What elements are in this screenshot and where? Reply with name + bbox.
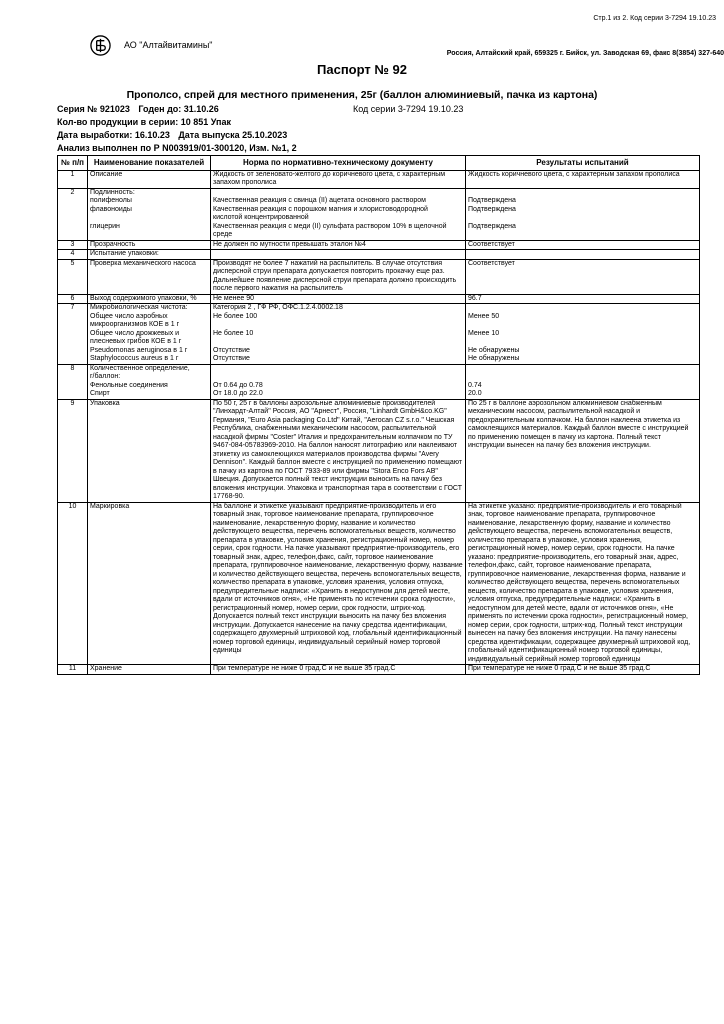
- row-name: [88, 304, 211, 365]
- row-name-line: Staphylococcus aureus в 1 г: [90, 355, 179, 362]
- row-result-line: По 25 г в баллоне аэрозольном алюминиевом снабженным механическим насосом, распылительной насадкой и предохранительным колпачком. На баллон наклеена этикетка из самоклеящихся материалов. Каждый баллон вместе с инструкцией по применению помещен в пачку из картона. Полный текст инструкции вынесен на пачку без вложения инструкции.: [468, 399, 689, 449]
- col-header-name: Наименование показателей: [88, 156, 211, 171]
- row-name: [88, 188, 211, 240]
- protocol-line: Анализ выполнен по Р N003919/01-300120, Изм. №1, 2: [57, 143, 297, 153]
- row-result: [466, 665, 700, 675]
- table-row: [58, 665, 700, 675]
- row-norm: [211, 240, 466, 250]
- row-result: [466, 188, 700, 240]
- row-norm-line: От 18.0 до 22.0: [213, 390, 263, 397]
- row-result-line: Не обнаружены: [468, 346, 520, 354]
- table-row: [58, 399, 700, 502]
- row-result-line: На этикетке указано: предприятие-производитель и его товарный знак, торговое наименование препарата, группировочное наименование, лекарственную форму, название и количество действующего вещества, перечень вспомогательных веществ, количество препарата в упаковке, условия хранения, регистрационный номер, номер серии, срок годности. На пачке указано: предприятие-производитель, его товарный знак, адрес, телефон,факс, сайт, торговое наименование препарата, группировочное наименование, лекарственная форма, название и количество действующего вещества, перечень вспомогательных веществ, количество препарата в упаковке, условия хранения, условия отпуска, предупредительные надписи: «Хранить в недоступном для детей месте, вдали от источников огня», «Не применять по истечении срока годности», регистрационный номер, номер серии, срок годности, штрих-код. Полный текст инструкции вынесен на пачку без вложения инструкции. На пачку нанесены средства идентификации, содержащее двухмерный штриховой код, глобальный идентификационный номер торговой единицы, индивидуальный серийный номер торговой единицы: [468, 502, 691, 663]
- row-result-line: [468, 189, 697, 198]
- company-name: АО "Алтайвитамины": [124, 40, 213, 50]
- row-name-line: плесневых грибов КОЕ в 1 г: [90, 338, 182, 345]
- row-result: [466, 259, 700, 294]
- row-norm-line: Не более 100: [213, 312, 258, 320]
- page-header: Стр.1 из 2. Код серии 3-7294 19.10.23: [593, 15, 716, 22]
- table-row: [58, 188, 700, 240]
- row-name: [88, 250, 211, 260]
- table-row: [58, 502, 700, 665]
- table-row: [58, 294, 700, 304]
- row-name: [88, 399, 211, 502]
- row-norm-line: [213, 373, 463, 382]
- row-name: [88, 170, 211, 188]
- row-norm: [211, 294, 466, 304]
- row-norm-line: При температуре не ниже 0 град.С и не выше 35 град.С: [213, 665, 396, 672]
- row-name: [88, 502, 211, 665]
- row-result-line: 0.74: [468, 381, 482, 389]
- series-code: Код серии 3-7294 19.10.23: [353, 104, 464, 114]
- table-row: [58, 364, 700, 399]
- passport-title: Паспорт № 92: [317, 62, 407, 77]
- row-result: [466, 250, 700, 260]
- row-name-line: Описание: [90, 170, 123, 178]
- row-result-line: Соответствует: [468, 259, 515, 267]
- col-header-norm: Норма по нормативно-техническому документу: [211, 156, 466, 171]
- row-name-line: Pseudomonas aeruginosa в 1 г: [90, 346, 188, 354]
- table-row: [58, 250, 700, 260]
- row-result-line: [468, 250, 697, 259]
- row-name-line: Упаковка: [90, 399, 120, 407]
- row-name-line: Микробиологическая чистота:: [90, 304, 188, 311]
- row-result: [466, 240, 700, 250]
- table-row: [58, 170, 700, 188]
- row-norm-line: Качественная реакция с свинца (II) ацетата основного раствором: [213, 197, 426, 204]
- series-number: Серия № 921023: [57, 104, 130, 114]
- row-name-line: Маркировка: [90, 502, 130, 510]
- row-result-line: Менее 10: [468, 329, 500, 337]
- row-norm-line: [213, 365, 463, 374]
- row-norm-line: Производят не более 7 нажатий на распылитель. В случае отсутствия дисперсной струи препарата допускается повторить прокачку еще раз. Дальнейшее появление дисперсной струи препарата должно происходить после первого нажатия на распылитель: [213, 259, 457, 292]
- row-name: [88, 294, 211, 304]
- row-name-line: микроорганизмов КОЕ в 1 г: [90, 321, 180, 328]
- row-name-line: флавоноиды: [90, 205, 132, 213]
- row-number: 5: [58, 259, 88, 294]
- row-name-line: Подлинность:: [90, 188, 135, 196]
- row-norm-line: [213, 338, 463, 347]
- row-norm-line: [213, 321, 463, 330]
- row-norm: [211, 665, 466, 675]
- release-date: Дата выпуска 25.10.2023: [178, 130, 288, 140]
- row-name-line: Количественное определение,: [90, 364, 190, 372]
- row-result-line: [468, 338, 697, 347]
- table-row: [58, 259, 700, 294]
- row-name: [88, 364, 211, 399]
- row-result-line: Менее 50: [468, 312, 500, 320]
- row-result: [466, 502, 700, 665]
- row-result-line: Подтверждена: [468, 205, 516, 213]
- row-number: 7: [58, 304, 88, 365]
- dates-line: [57, 130, 293, 140]
- row-result: [466, 364, 700, 399]
- col-header-number: № п/п: [58, 156, 88, 171]
- row-norm-line: От 0.64 до 0.78: [213, 381, 263, 389]
- row-result-line: 96.7: [468, 294, 482, 302]
- row-name-line: Хранение: [90, 665, 122, 672]
- row-name-line: Проверка механического насоса: [90, 259, 196, 267]
- row-result-line: Подтверждена: [468, 197, 516, 204]
- row-norm-line: На баллоне и этикетке указывают предприятие-производитель и его товарный знак, торговое наименование препарата, группировочное наименование, лекарственную форму, название и количество действующего вещества, перечень вспомогательных веществ, количество препарата в упаковке, условия хранения, регистрационный номер, номер серии, срок годности. На пачке указывают предприятие-производитель, его товарный знак, адрес, телефон,факс, сайт, торговое наименование препарата, группировочное наименование, лекарственную форму, название и количество действующего вещества, перечень вспомогательных веществ, количество препарата в упаковке, условия хранения, условия отпуска, предупредительные надписи: «Хранить в недоступном для детей месте, вдали от источников огня», «Не применять по истечении срока годности», регистрационный номер, номер серии, срок годности, штрих-код. Допускается полный текст инструкции выносить на пачку без вложения инструкции. Допускается нанесение на пачку средства идентификации, содержащего двухмерный штриховой код, глобальный идентификационный номер торговой единицы, индивидуальный серийный номер торговой единицы: [213, 502, 463, 654]
- row-result-line: При температуре не ниже 0 град.С и не выше 35 град.С: [468, 665, 651, 672]
- row-norm-line: Не более 10: [213, 329, 254, 337]
- row-norm-line: среде: [213, 231, 233, 238]
- row-name: [88, 259, 211, 294]
- row-norm: [211, 399, 466, 502]
- row-norm-line: Отсутствие: [213, 346, 250, 354]
- row-norm-line: По 50 г, 25 г в баллоны аэрозольные алюминиевые производителей "Линхардт-Алтай" Россия, АО "Арнест", Россия, "Linhardt GmbH&co.KG" Германия, "Euro Asia packaging Co.Ltd" Китай, "Aerocan CZ s.r.o." Чешская Республика, снабженными механическим насосом, распылительной насадкой фирмы "Coster" Италия и предохранительным колпачком по ТУ 9467-084-05783969-2010. На баллон наносят литографию или наклеивают этикетку из самоклеющихся материалов производства фирмы "Avery Dennison". Каждый баллон вместе с инструкцией по применению помещают в пачку из картона по ГОСТ 7933-89 или фирмы "Stora Enco Fors AB" Швеция. Допускается полный текст инструкции выносить на пачку без вложения инструкции. Упаковка и транспортная тара в соответствии с ГОСТ 17768-90.: [213, 399, 463, 500]
- row-name-line: Общее число дрожжевых и: [90, 329, 180, 337]
- row-result: [466, 399, 700, 502]
- row-result-line: 20.0: [468, 390, 482, 397]
- row-name: [88, 240, 211, 250]
- table-header-row: [58, 156, 700, 171]
- col-header-result: Результаты испытаний: [466, 156, 700, 171]
- company-address: Россия, Алтайский край, 659325 г. Бийск, ул. Заводская 69, факс 8(3854) 327-640: [446, 50, 724, 57]
- row-number: 4: [58, 250, 88, 260]
- expiry-date: Годен до: 31.10.26: [138, 104, 219, 114]
- row-name-line: глицерин: [90, 222, 120, 230]
- row-norm-line: кислотой концентрированной: [213, 214, 309, 221]
- row-number: 3: [58, 240, 88, 250]
- row-result-line: Подтверждена: [468, 222, 516, 230]
- row-norm-line: Качественная реакция с меди (II) сульфата раствором 10% в щелочной: [213, 222, 447, 230]
- row-norm: [211, 304, 466, 365]
- product-title: Прополсо, спрей для местного применения, 25г (баллон алюминиевый, пачка из картона): [126, 89, 598, 101]
- row-result-line: [468, 365, 697, 374]
- company-logo-icon: [90, 35, 111, 56]
- row-norm-line: Не должен по мутности превышать эталон №4: [213, 240, 366, 248]
- quantity-line: Кол-во продукции в серии: 10 851 Упак: [57, 117, 231, 127]
- row-name-line: Прозрачность: [90, 240, 136, 248]
- row-norm: [211, 502, 466, 665]
- row-norm: [211, 188, 466, 240]
- row-result-line: [468, 214, 697, 223]
- row-number: 10: [58, 502, 88, 665]
- table-row: [58, 240, 700, 250]
- row-name-line: полифенолы: [90, 197, 132, 204]
- row-result-line: Жидкость коричневого цвета, с характерным запахом прополиса: [468, 170, 680, 178]
- row-result-line: Соответствует: [468, 240, 515, 248]
- row-result-line: [468, 321, 697, 330]
- passport-table: [57, 155, 700, 675]
- row-result-line: Не обнаружены: [468, 355, 520, 362]
- row-name-line: Спирт: [90, 390, 110, 397]
- row-number: 11: [58, 665, 88, 675]
- row-result: [466, 294, 700, 304]
- row-number: 6: [58, 294, 88, 304]
- row-norm-line: [213, 189, 463, 198]
- row-name-line: [90, 214, 208, 223]
- row-result: [466, 304, 700, 365]
- row-name-line: г/баллон:: [90, 373, 121, 380]
- row-norm-line: [213, 250, 463, 259]
- row-name-line: Фенольные соединения: [90, 381, 168, 389]
- series-line: [57, 104, 225, 114]
- row-result-line: [468, 231, 697, 240]
- table-row: [58, 304, 700, 365]
- row-name: [88, 665, 211, 675]
- row-number: 2: [58, 188, 88, 240]
- row-norm: [211, 250, 466, 260]
- row-norm-line: Не менее 90: [213, 294, 254, 302]
- row-result: [466, 170, 700, 188]
- row-norm-line: Категория 2 , ГФ РФ, ОФС.1.2.4.0002.18: [213, 304, 343, 311]
- row-number: 8: [58, 364, 88, 399]
- row-result-line: [468, 373, 697, 382]
- row-name-line: Общее число аэробных: [90, 312, 168, 320]
- row-norm: [211, 364, 466, 399]
- row-number: 1: [58, 170, 88, 188]
- row-norm-line: Жидкость от зеленовато-желтого до коричневого цвета, с характерным запахом прополиса: [213, 170, 446, 186]
- row-result-line: [468, 304, 697, 313]
- row-norm: [211, 170, 466, 188]
- production-date: Дата выработки: 16.10.23: [57, 130, 170, 140]
- row-name-line: [90, 231, 208, 240]
- row-norm-line: Отсутствие: [213, 355, 250, 362]
- row-norm-line: Качественная реакция с порошком магния и хлористоводородной: [213, 205, 428, 213]
- row-name-line: Выход содержимого упаковки, %: [90, 294, 197, 302]
- row-norm: [211, 259, 466, 294]
- row-name-line: Испытание упаковки:: [90, 250, 159, 257]
- row-number: 9: [58, 399, 88, 502]
